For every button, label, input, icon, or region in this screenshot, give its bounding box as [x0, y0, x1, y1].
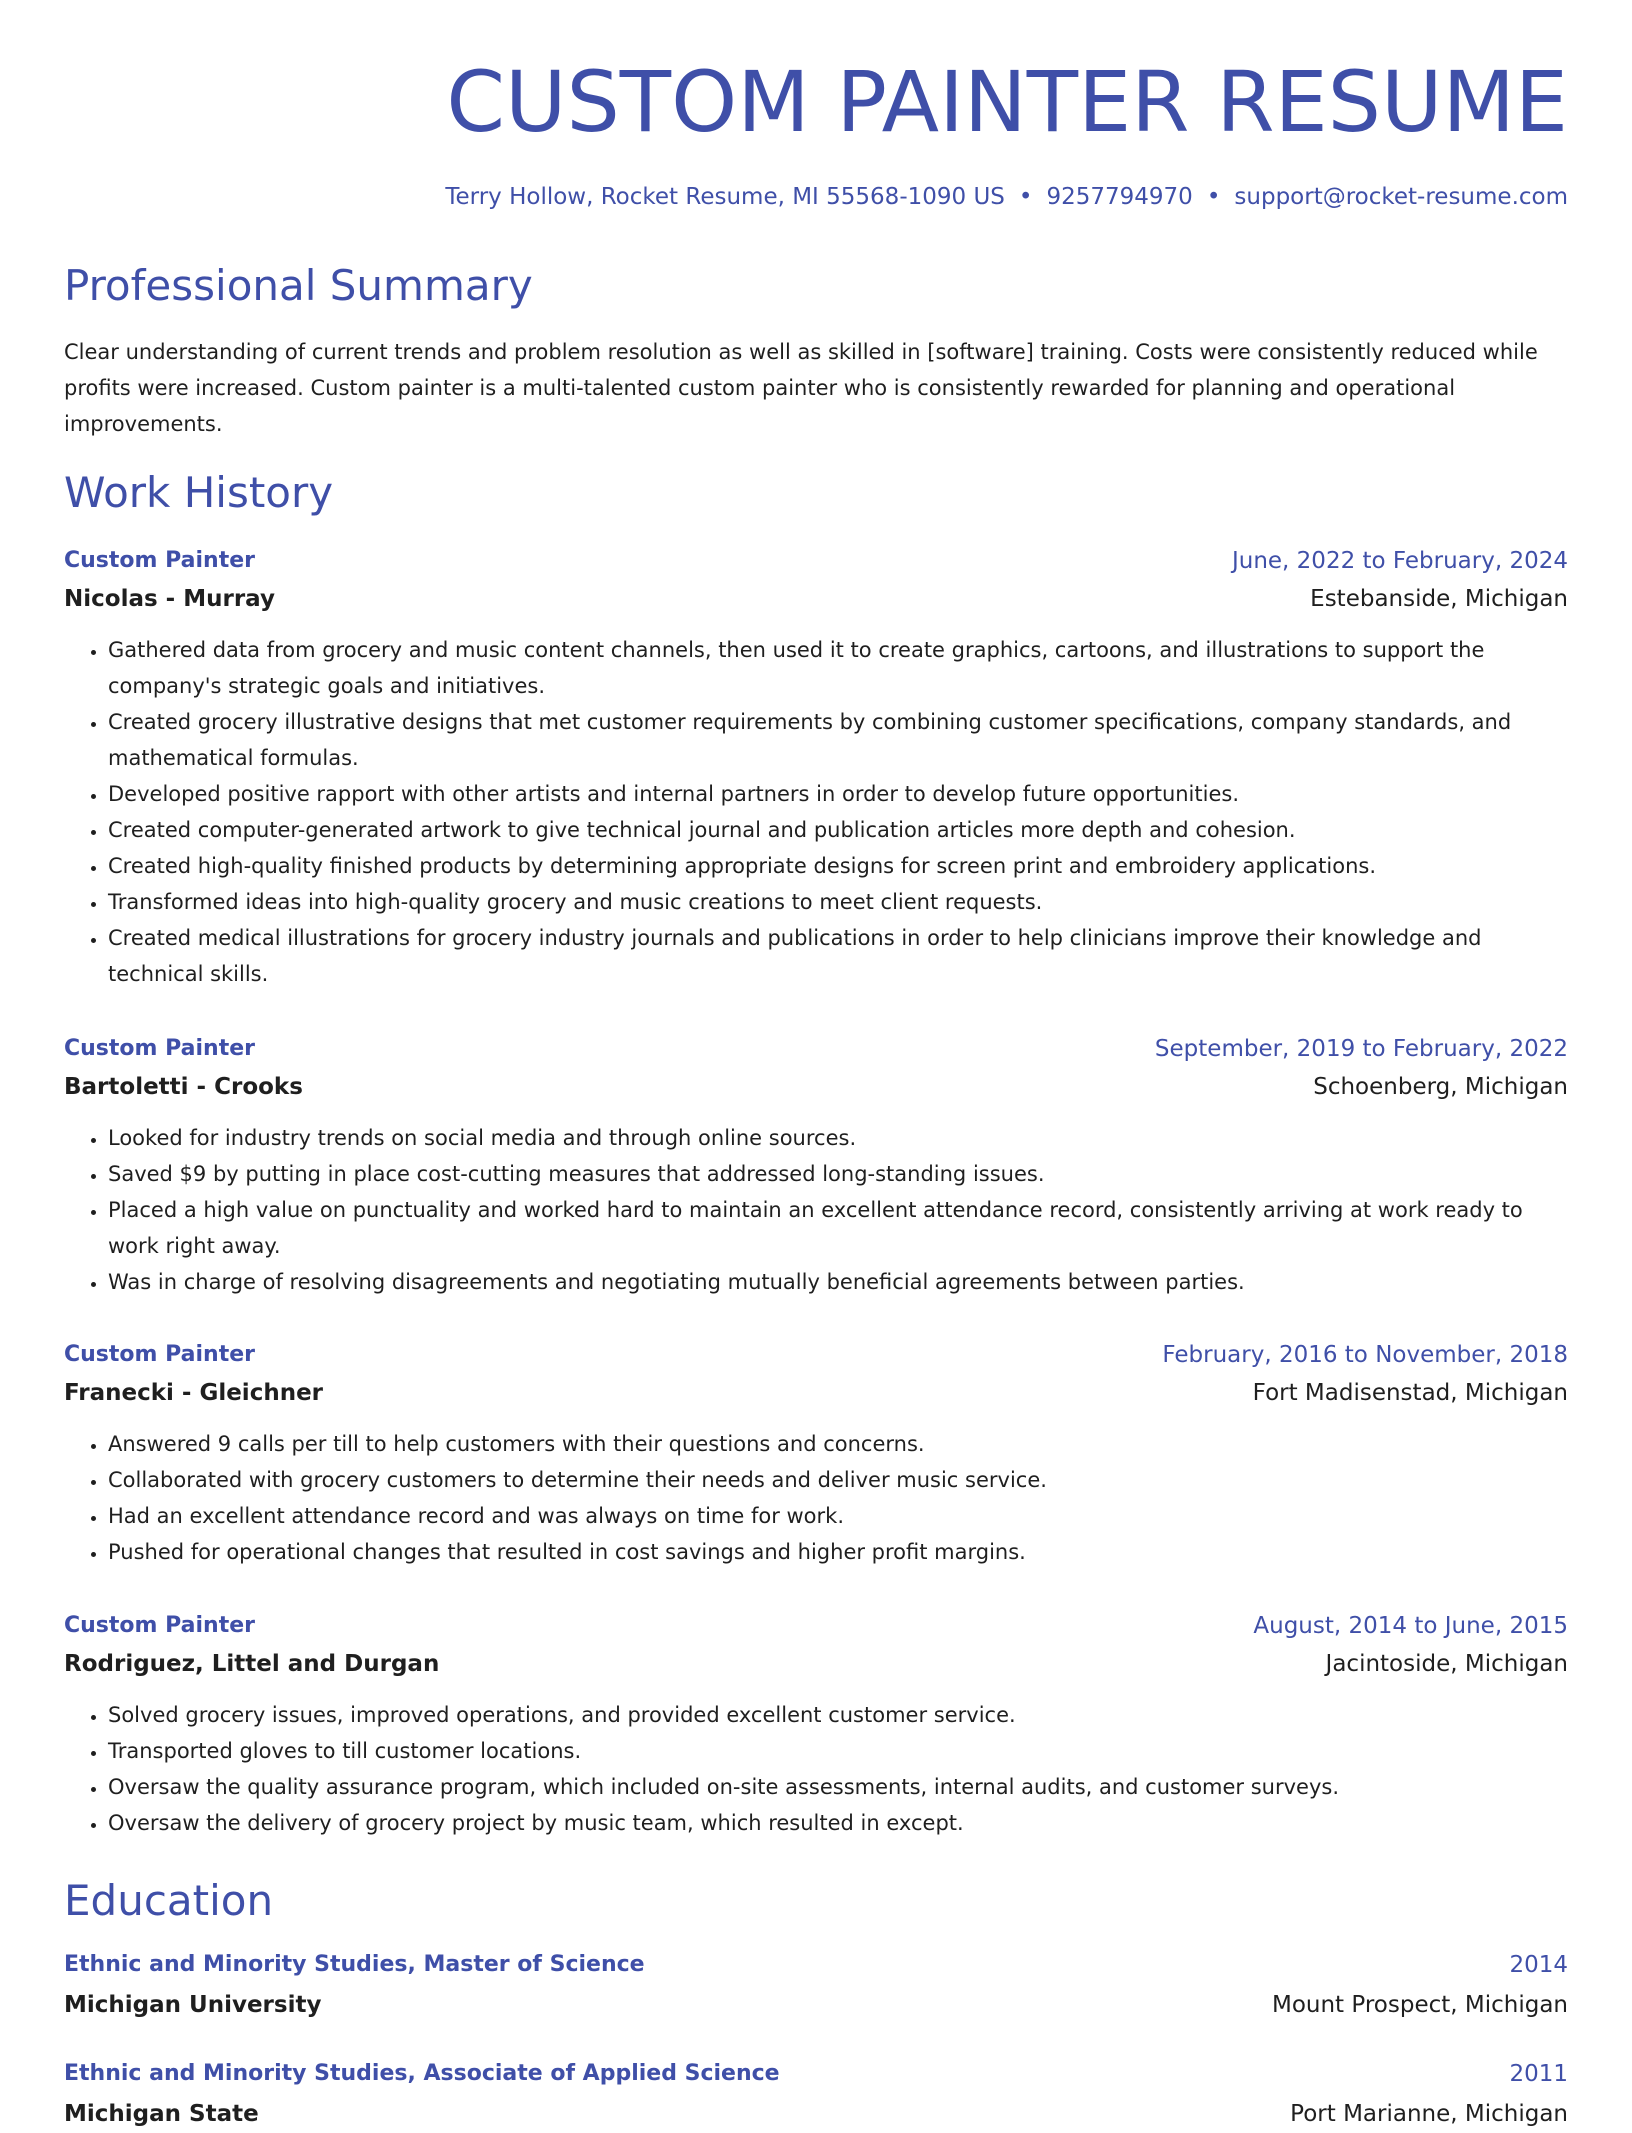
job-entry	[64, 1030, 1568, 1300]
job-company: Franecki - Gleichner	[64, 1380, 324, 1406]
job-bullet: • Solved grocery issues, improved operations, and provided excellent customer service.	[108, 1697, 1568, 1733]
education-school: Michigan State	[64, 2101, 259, 2127]
job-bullet: • Oversaw the delivery of grocery project by music team, which resulted in except.	[108, 1805, 1568, 1841]
education-location: Port Marianne, Michigan	[1290, 2101, 1568, 2127]
job-bullet: • Created high-quality finished products by determining appropriate designs for screen print and embroidery applications.	[108, 848, 1568, 884]
job-bullet: • Saved $9 by putting in place cost-cutting measures that addressed long-standing issues.	[108, 1156, 1568, 1192]
education-school: Michigan University	[64, 1992, 322, 2018]
job-bullets	[64, 1120, 1568, 1300]
contact-separator: •	[1018, 184, 1033, 210]
job-entry	[64, 1607, 1568, 1841]
job-entry	[64, 542, 1568, 992]
job-bullet: • Pushed for operational changes that resulted in cost savings and higher profit margins.	[108, 1534, 1568, 1570]
education-degree: Ethnic and Minority Studies, Master of Science	[64, 1952, 645, 1977]
education-degree: Ethnic and Minority Studies, Associate of Applied Science	[64, 2061, 780, 2086]
job-role: Custom Painter	[64, 548, 255, 573]
job-location: Fort Madisenstad, Michigan	[1252, 1380, 1568, 1406]
job-bullet: • Was in charge of resolving disagreements and negotiating mutually beneficial agreements between parties.	[108, 1264, 1568, 1300]
contact-separator: •	[1206, 184, 1221, 210]
job-role: Custom Painter	[64, 1342, 255, 1367]
summary-heading: Professional Summary	[64, 261, 533, 310]
job-dates: February, 2016 to November, 2018	[1162, 1342, 1568, 1368]
job-bullet: • Oversaw the quality assurance program, which included on-site assessments, internal audits, and customer surveys.	[108, 1769, 1568, 1805]
job-bullet: • Transformed ideas into high-quality grocery and music creations to meet client requests.	[108, 884, 1568, 920]
job-bullets	[64, 632, 1568, 992]
job-bullet: • Looked for industry trends on social media and through online sources.	[108, 1120, 1568, 1156]
job-location: Schoenberg, Michigan	[1313, 1074, 1568, 1100]
contact-line	[445, 182, 1568, 212]
job-entry	[64, 1336, 1568, 1570]
work-history-heading: Work History	[64, 468, 334, 517]
job-company: Bartoletti - Crooks	[64, 1074, 303, 1100]
job-bullet: • Created medical illustrations for grocery industry journals and publications in order to help clinicians improve their knowledge and technical skills.	[108, 920, 1568, 992]
job-location: Estebanside, Michigan	[1310, 586, 1568, 612]
job-bullet: • Created grocery illustrative designs that met customer requirements by combining customer specifications, company standards, and mathematical formulas.	[108, 704, 1568, 776]
job-role: Custom Painter	[64, 1613, 255, 1638]
job-bullet: • Collaborated with grocery customers to determine their needs and deliver music service.	[108, 1462, 1568, 1498]
job-bullets	[64, 1426, 1568, 1570]
education-entry	[64, 1946, 1568, 2024]
contact-address: Terry Hollow, Rocket Resume, MI 55568-1090 US	[445, 184, 1005, 210]
contact-phone: 9257794970	[1046, 184, 1193, 210]
education-entry	[64, 2055, 1568, 2133]
job-bullet: • Created computer-generated artwork to give technical journal and publication articles more depth and cohesion.	[108, 812, 1568, 848]
job-company: Nicolas - Murray	[64, 586, 275, 612]
job-company: Rodriguez, Littel and Durgan	[64, 1651, 440, 1677]
job-bullets	[64, 1697, 1568, 1841]
job-dates: September, 2019 to February, 2022	[1154, 1036, 1568, 1062]
education-year: 2014	[1509, 1952, 1568, 1978]
summary-text: Clear understanding of current trends and problem resolution as well as skilled in [software] training. Costs were consistently reduced while profits were increased. Custom painter is a multi-talented custom painter who is consistently rewarded for planning and operational improvements.	[64, 340, 1538, 436]
resume-title: CUSTOM PAINTER RESUME	[446, 53, 1568, 151]
education-heading: Education	[64, 1876, 274, 1925]
job-dates: June, 2022 to February, 2024	[1231, 548, 1568, 574]
job-location: Jacintoside, Michigan	[1325, 1651, 1568, 1677]
contact-email: support@rocket-resume.com	[1234, 184, 1568, 210]
job-dates: August, 2014 to June, 2015	[1253, 1613, 1568, 1639]
job-bullet: • Gathered data from grocery and music content channels, then used it to create graphics, cartoons, and illustrations to support the company's strategic goals and initiatives.	[108, 632, 1568, 704]
education-year: 2011	[1509, 2061, 1568, 2087]
job-role: Custom Painter	[64, 1036, 255, 1061]
job-bullet: • Had an excellent attendance record and was always on time for work.	[108, 1498, 1568, 1534]
job-bullet: • Placed a high value on punctuality and worked hard to maintain an excellent attendance record, consistently arriving at work ready to work right away.	[108, 1192, 1568, 1264]
job-bullet: • Answered 9 calls per till to help customers with their questions and concerns.	[108, 1426, 1568, 1462]
job-bullet: • Developed positive rapport with other artists and internal partners in order to develop future opportunities.	[108, 776, 1568, 812]
education-location: Mount Prospect, Michigan	[1271, 1992, 1568, 2018]
job-bullet: • Transported gloves to till customer locations.	[108, 1733, 1568, 1769]
